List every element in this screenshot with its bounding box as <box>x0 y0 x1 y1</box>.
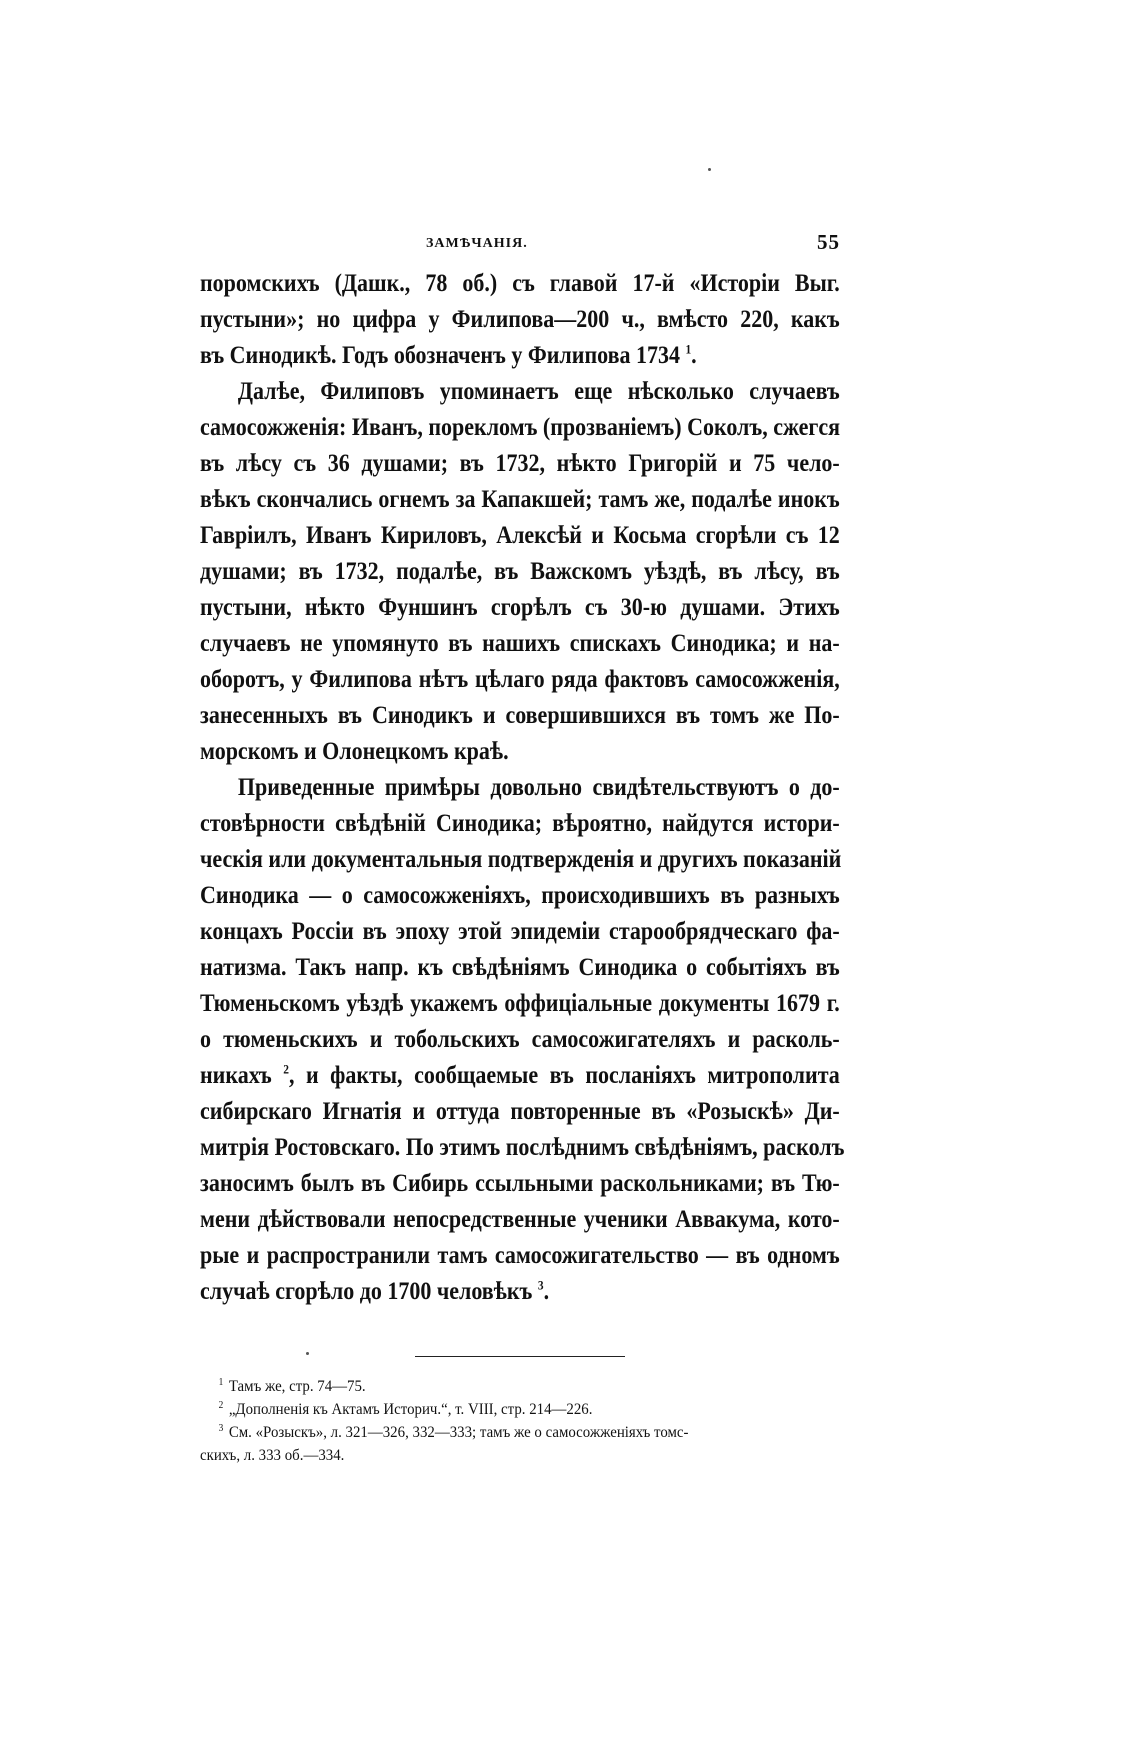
text-line: пустыни, нѣкто Фуншинъ сгорѣлъ съ 30-ю душами. Этихъ <box>200 594 840 621</box>
text-line-tail: , и факты, сообщаемые въ посланіяхъ митрополита <box>288 1062 840 1089</box>
text-line-head: никахъ <box>200 1062 272 1089</box>
running-head <box>200 226 840 256</box>
text-line: рые и распространили тамъ самосожигательство — въ одномъ <box>200 1242 840 1269</box>
running-title: ЗАМѢЧАНІЯ. <box>426 236 528 251</box>
text-line <box>200 1274 840 1310</box>
footnote <box>200 1375 795 1398</box>
text-line: оборотъ, у Филипова нѣтъ цѣлаго ряда фактовъ самосожженія, <box>200 666 840 693</box>
text-line: Приведенные примѣры довольно свидѣтельствуютъ о до- <box>237 774 840 801</box>
text-line-tail: . <box>543 1278 550 1305</box>
text-line: занесенныхъ въ Синодикъ и совершившихся въ томъ же По- <box>200 702 840 729</box>
text-line: вѣкъ скончались огнемъ за Капакшей; тамъ же, подалѣе инокъ <box>200 486 840 513</box>
scan-speck <box>306 1352 309 1355</box>
paragraph-3 <box>200 770 845 1310</box>
footnote-ref: 1 <box>685 341 692 357</box>
text-line: случаевъ не упомянуто въ нашихъ спискахъ Синодика; и на- <box>200 630 840 657</box>
text-line: поромскихъ (Дашк., 78 об.) съ главой 17-й «Исторіи Выг. <box>200 270 840 297</box>
footnote-text: „Дополненія къ Актамъ Историч.“, т. VIII, стр. 214—226. <box>228 1401 593 1418</box>
footnote-continuation: скихъ, л. 333 об.—334. <box>200 1447 345 1464</box>
page-number: 55 <box>817 230 840 254</box>
scan-speck <box>708 168 711 171</box>
footnote-text: Тамъ же, стр. 74—75. <box>228 1378 366 1395</box>
footnote-text: См. «Розыскъ», л. 321—326, 332—333; тамъ же о самосожженіяхъ томс- <box>228 1424 689 1441</box>
text-line <box>200 1058 840 1094</box>
footnotes <box>200 1375 840 1467</box>
footnote <box>200 1421 795 1444</box>
text-line: самосожженія: Иванъ, порекломъ (прозваніемъ) Соколъ, сжегся <box>200 414 841 441</box>
text-line: Синодика — о самосожженіяхъ, происходившихъ въ разныхъ <box>200 882 840 909</box>
footnote-mark: 3 <box>218 1422 224 1434</box>
footnote-ref: 2 <box>283 1061 289 1077</box>
text-line: мени дѣйствовали непосредственные ученики Аввакума, кото- <box>200 1206 840 1233</box>
text-line: о тюменьскихъ и тобольскихъ самосожигателяхъ и расколь- <box>200 1026 840 1053</box>
text-line <box>200 338 840 374</box>
footnote-mark: 1 <box>218 1376 224 1388</box>
paragraph-1 <box>200 266 840 374</box>
footnote-ref: 3 <box>537 1277 544 1293</box>
text-line: въ лѣсу съ 36 душами; въ 1732, нѣкто Григорій и 75 чело- <box>200 450 840 477</box>
text-line: Далѣе, Филиповъ упоминаетъ еще нѣсколько случаевъ <box>237 378 840 405</box>
text-line: заносимъ былъ въ Сибирь ссыльными раскольниками; въ Тю- <box>200 1170 840 1197</box>
text-line: натизма. Такъ напр. къ свѣдѣніямъ Синодика о событіяхъ въ <box>200 954 840 981</box>
text-line-tail: . <box>691 342 697 369</box>
body-text <box>200 266 845 1310</box>
footnote-mark: 2 <box>218 1399 224 1411</box>
paragraph-2 <box>200 374 840 770</box>
text-line: сибирскаго Игнатія и оттуда повторенные въ «Розыскѣ» Ди- <box>200 1098 840 1125</box>
text-line: Гавріилъ, Иванъ Кириловъ, Алексѣй и Косьма сгорѣли съ 12 <box>200 522 840 549</box>
text-line: митрія Ростовскаго. По этимъ послѣднимъ свѣдѣніямъ, расколъ <box>200 1134 845 1161</box>
text-line-content: въ Синодикѣ. Годъ обозначенъ у Филипова 1734 <box>200 342 680 369</box>
text-line: ческія или документальныя подтвержденія и другихъ показаній <box>200 846 842 873</box>
text-line: душами; въ 1732, подалѣе, въ Важскомъ уѣздѣ, въ лѣсу, въ <box>200 558 840 585</box>
text-line: Тюменьскомъ уѣздѣ укажемъ оффиціальные документы 1679 г. <box>200 990 840 1017</box>
book-page <box>200 226 845 1467</box>
text-line: пустыни»; но цифра у Филипова—200 ч., вмѣсто 220, какъ <box>200 306 840 333</box>
footnote <box>200 1398 795 1421</box>
text-line: концахъ Россіи въ эпоху этой эпидеміи старообрядческаго фа- <box>200 918 840 945</box>
footnote-divider <box>415 1356 625 1357</box>
text-line: стовѣрности свѣдѣній Синодика; вѣроятно, найдутся истори- <box>200 810 840 837</box>
text-line-head: случаѣ сгорѣло до 1700 человѣкъ <box>200 1278 533 1305</box>
text-line: морскомъ и Олонецкомъ краѣ. <box>200 738 509 765</box>
